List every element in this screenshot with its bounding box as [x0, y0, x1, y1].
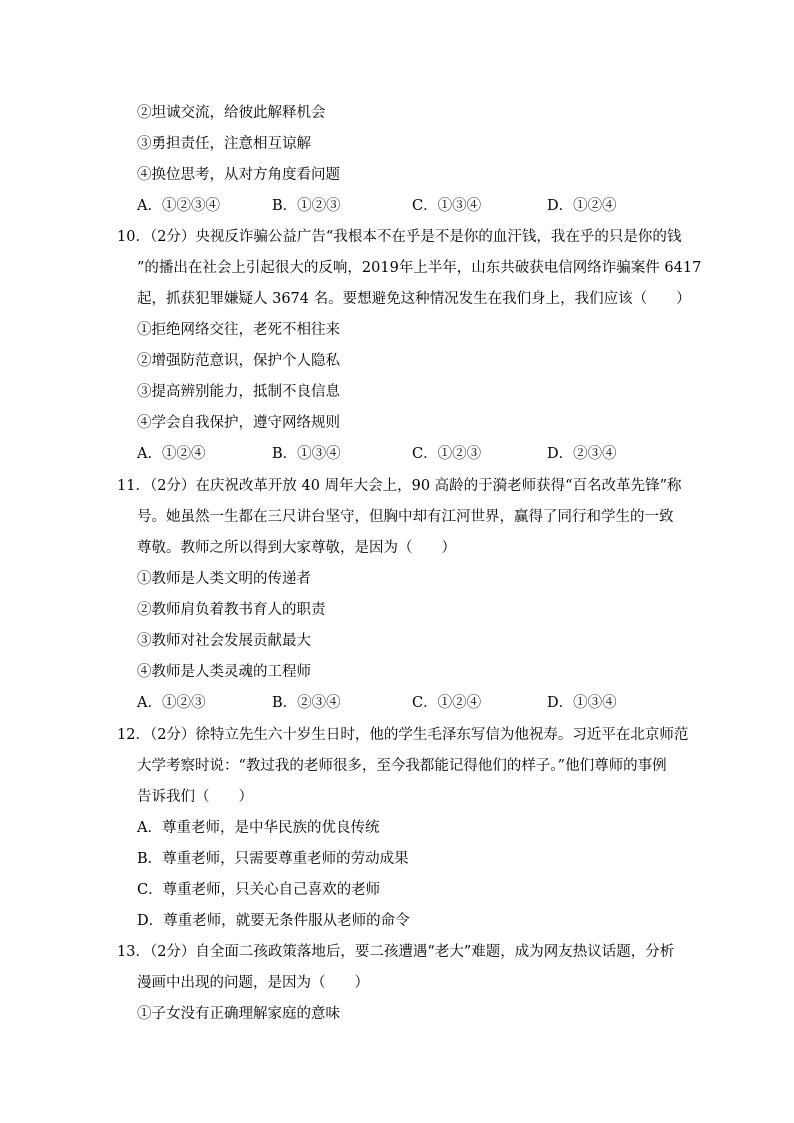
q11-option-c: C．①②④ [412, 695, 482, 711]
q11-item-3: ③教师对社会发展贡献最大 [137, 633, 311, 649]
q10-stem-line-1: 10．（2分）央视反诈骗公益广告“我根本不在乎是不是你的血汗钱，我在乎的只是你的钱 [117, 229, 682, 245]
q13-stem-line-1: 13．（2分）自全面二孩政策落地后，要二孩遭遇“老大”难题，成为网友热议话题，分析 [117, 944, 675, 960]
q10-item-2: ②增强防范意识，保护个人隐私 [137, 353, 340, 369]
q12-option-d: D．尊重老师，就要无条件服从老师的命令 [137, 913, 410, 929]
q12-stem-line-3: 告诉我们（ ） [137, 789, 253, 805]
q9-item-3: ③勇担责任，注意相互谅解 [137, 136, 311, 152]
q11-item-1: ①教师是人类文明的传递者 [137, 571, 311, 587]
q10-option-d: D．②③④ [547, 446, 617, 462]
q11-stem-line-3: 尊敬。教师之所以得到大家尊敬，是因为（ ） [137, 540, 456, 556]
q11-stem-line-2: 号。她虽然一生都在三尺讲台坚守，但胸中却有江河世界，赢得了同行和学生的一致 [137, 509, 674, 525]
q11-stem-line-1: 11．（2分）在庆祝改革开放 40 周年大会上，90 高龄的于漪老师获得“百名改革先锋”称 [117, 478, 682, 494]
q9-item-2: ②坦诚交流，给彼此解释机会 [137, 105, 326, 121]
q11-option-a: A．①②③ [137, 695, 206, 711]
q12-stem-line-2: 大学考察时说：“教过我的老师很多，至今我都能记得他们的样子。”他们尊师的事例 [137, 758, 667, 774]
q12-option-b: B．尊重老师，只需要尊重老师的劳动成果 [137, 851, 409, 867]
q9-item-4: ④换位思考，从对方角度看问题 [137, 167, 340, 183]
q11-option-b: B．②③④ [272, 695, 341, 711]
q9-option-a: A．①②③④ [137, 198, 220, 214]
q12-option-c: C．尊重老师，只关心自己喜欢的老师 [137, 882, 381, 898]
q13-item-1: ①子女没有正确理解家庭的意味 [137, 1006, 340, 1022]
q10-item-4: ④学会自我保护，遵守网络规则 [137, 415, 340, 431]
q10-option-a: A．①②④ [137, 446, 206, 462]
q10-option-b: B．①③④ [272, 446, 341, 462]
q11-item-4: ④教师是人类灵魂的工程师 [137, 664, 311, 680]
q10-stem-line-2: ”的播出在社会上引起很大的反响，2019年上半年，山东共破获电信网络诈骗案件 6417 [137, 260, 702, 276]
q9-option-b: B．①②③ [272, 198, 341, 214]
q11-option-d: D．①③④ [547, 695, 617, 711]
q9-option-c: C．①③④ [412, 198, 482, 214]
q10-stem-line-3: 起，抓获犯罪嫌疑人 3674 名。要想避免这种情况发生在我们身上，我们应该（ ） [137, 291, 691, 307]
q10-option-c: C．①②③ [412, 446, 482, 462]
q10-item-3: ③提高辨别能力，抵制不良信息 [137, 384, 340, 400]
q9-option-d: D．①②④ [547, 198, 617, 214]
q10-item-1: ①拒绝网络交往，老死不相往来 [137, 322, 340, 338]
q13-stem-line-2: 漫画中出现的问题，是因为（ ） [137, 975, 369, 991]
q12-option-a: A．尊重老师，是中华民族的优良传统 [137, 820, 380, 836]
q12-stem-line-1: 12．（2分）徐特立先生六十岁生日时，他的学生毛泽东写信为他祝寿。习近平在北京师范 [117, 727, 689, 743]
q11-item-2: ②教师肩负着教书育人的职责 [137, 602, 326, 618]
